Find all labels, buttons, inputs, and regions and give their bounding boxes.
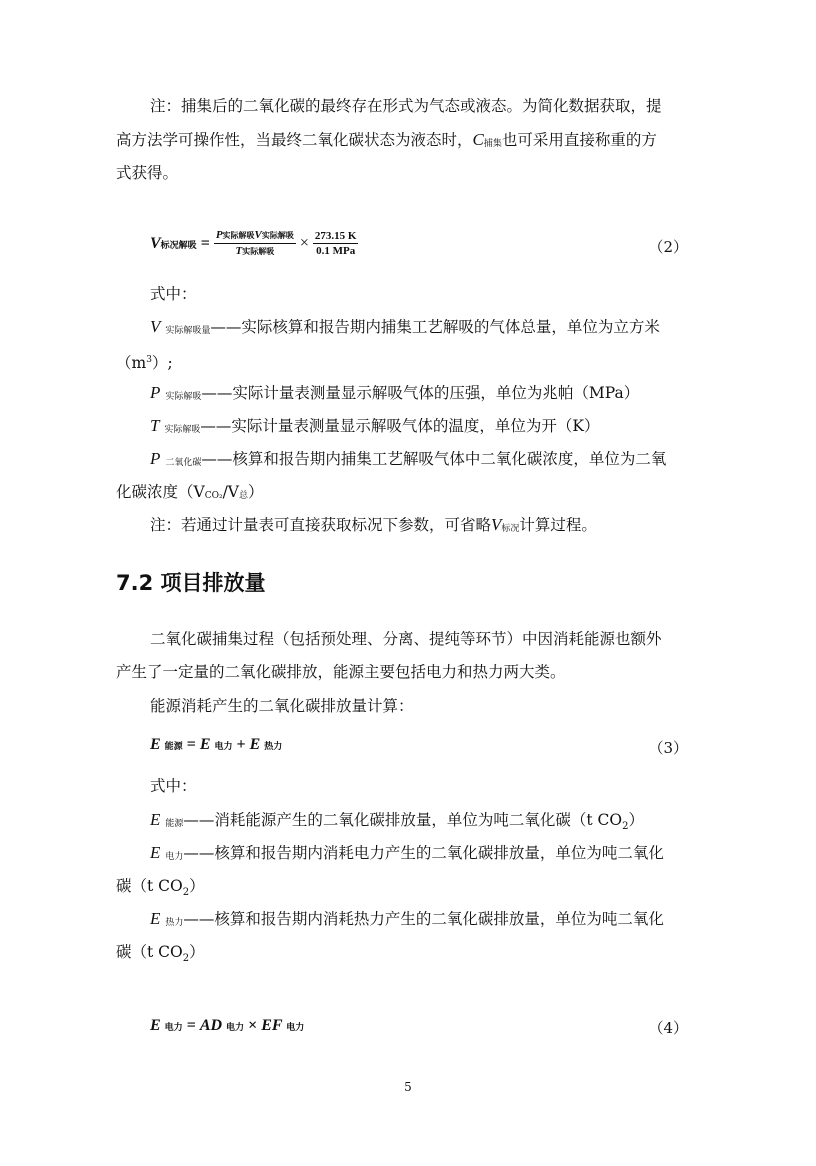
eq2-frac2-num: 273.15 K <box>314 230 357 242</box>
equation-2-number: （2） <box>648 238 688 256</box>
def4-cont-sub2: 总 <box>239 491 249 501</box>
cont-post: ） <box>189 877 205 895</box>
definition-e-electricity <box>150 843 664 867</box>
equation-2 <box>150 228 358 259</box>
eq4-s2: 电力 <box>226 1023 245 1033</box>
note-line-3: 式获得。 <box>116 164 179 182</box>
eq2-den-t: T <box>235 245 243 257</box>
eq3-equals: = <box>182 736 200 753</box>
para1-line-2: 产生了一定量的二氧化碳排放，能源主要包括电力和热力两大类。 <box>116 663 566 681</box>
eq2-num-v: V <box>254 229 262 241</box>
eq3-e1: E <box>150 736 161 753</box>
def-var: V <box>150 317 161 336</box>
eq4-times: × <box>244 1017 262 1034</box>
def4-cont-sub1: CO₂ <box>204 491 223 501</box>
def-sub: 电力 <box>165 852 184 862</box>
definition-e-electricity-cont <box>116 876 205 903</box>
def-var: P <box>150 383 161 402</box>
eq4-s1: 电力 <box>164 1023 183 1033</box>
note2-sub: 标况 <box>501 524 520 534</box>
def4-cont-post: ） <box>248 483 264 501</box>
def1-cont-pre: （m <box>116 354 147 372</box>
where-label-1: 式中： <box>150 285 197 303</box>
eq2-frac2-den: 0.1 MPa <box>316 245 356 257</box>
eq2-equals: = <box>200 234 210 252</box>
eq2-num-v-sub: 实际解吸 <box>261 231 294 240</box>
eq4-equals: = <box>182 1017 200 1034</box>
note-line-2 <box>116 130 657 154</box>
def-var: E <box>150 909 161 928</box>
eq4-e1: E <box>150 1017 161 1034</box>
cont-post: ） <box>189 943 205 961</box>
note2-var: V <box>491 515 502 534</box>
eq3-s1: 能源 <box>164 742 183 752</box>
definition-p-co2-cont <box>116 482 264 506</box>
def-text: ——核算和报告期内消耗电力产生的二氧化碳排放量，单位为吨二氧化 <box>183 844 664 862</box>
eq2-lhs-sub: 标况解吸 <box>160 240 197 251</box>
definition-e-energy <box>150 810 644 837</box>
cont-pre: 碳（t CO <box>116 943 183 961</box>
def-sub: 能源 <box>165 819 184 829</box>
definition-v-actual-cont <box>116 350 173 373</box>
eq3-s3: 热力 <box>264 742 283 752</box>
note2-post: 计算过程。 <box>519 516 597 534</box>
eq4-ef: EF <box>261 1017 283 1034</box>
def-text: ——核算和报告期内消耗热力产生的二氧化碳排放量，单位为吨二氧化 <box>183 910 664 928</box>
definition-t-actual <box>150 416 600 440</box>
def-var: P <box>150 449 161 468</box>
eq3-s2: 电力 <box>214 742 233 752</box>
para2: 能源消耗产生的二氧化碳排放量计算： <box>150 697 414 715</box>
note-line-2-pre: 高方法学可操作性，当最终二氧化碳状态为液态时， <box>116 131 473 149</box>
definition-p-actual <box>150 383 639 407</box>
def-var: T <box>150 416 160 435</box>
eq2-times: × <box>299 234 309 252</box>
def-text: ——实际核算和报告期内捕集工艺解吸的气体总量，单位为立方米 <box>210 318 660 336</box>
eq3-e3: E <box>249 736 261 753</box>
page-number: 5 <box>404 1080 412 1094</box>
note2-pre: 注：若通过计量表可直接获取标况下参数，可省略 <box>150 516 492 534</box>
cont-sub: 2 <box>182 887 190 898</box>
def1-cont-post: ）; <box>151 354 173 372</box>
section-heading: 7.2 项目排放量 <box>116 571 266 595</box>
def1-cont-sup: 3 <box>146 355 152 365</box>
eq3-e2: E <box>199 736 211 753</box>
definition-e-heat <box>150 909 664 933</box>
note-2 <box>150 515 597 539</box>
def4-cont-mid: /V <box>222 483 239 501</box>
eq2-num-p-sub: 实际解吸 <box>222 231 255 240</box>
equation-3 <box>150 736 282 754</box>
var-c: C <box>472 130 484 149</box>
definition-v-actual <box>150 317 660 341</box>
def-text: ——实际计量表测量显示解吸气体的压强，单位为兆帕（MPa） <box>201 384 640 402</box>
equation-3-number: （3） <box>648 739 688 757</box>
definition-e-heat-cont <box>116 942 205 969</box>
def-sub: 二氧化碳 <box>165 458 202 468</box>
def-var: E <box>150 810 161 829</box>
eq2-lhs-var: V <box>150 234 161 252</box>
para1-line-1: 二氧化碳捕集过程（包括预处理、分离、提纯等环节）中因消耗能源也额外 <box>150 630 662 648</box>
def-sub: 实际解吸 <box>165 392 202 402</box>
def-sub: 实际解吸量 <box>165 326 211 336</box>
eq2-fraction-1 <box>214 228 296 259</box>
eq2-num-p: P <box>215 229 223 241</box>
def-text: ——实际计量表测量显示解吸气体的温度，单位为开（K） <box>200 417 600 435</box>
def-sub: 热力 <box>165 918 184 928</box>
def-tail-sub: 2 <box>622 821 629 832</box>
eq2-fraction-2 <box>313 229 359 258</box>
cont-pre: 碳（t CO <box>116 877 183 895</box>
def-sub: 实际解吸 <box>164 425 201 435</box>
eq4-s3: 电力 <box>286 1023 305 1033</box>
note-line-2-post: 也可采用直接称重的方 <box>501 131 657 149</box>
eq2-den-t-sub: 实际解吸 <box>242 247 275 256</box>
equation-4 <box>150 1017 304 1035</box>
def-var: E <box>150 843 161 862</box>
eq3-plus: + <box>232 736 250 753</box>
eq4-ad: AD <box>199 1017 223 1034</box>
def-text: ——核算和报告期内捕集工艺解吸气体中二氧化碳浓度，单位为二氧 <box>201 450 667 468</box>
equation-4-number: （4） <box>648 1019 688 1037</box>
def-tail: ） <box>628 811 644 829</box>
definition-p-co2 <box>150 449 666 473</box>
cont-sub: 2 <box>182 953 190 964</box>
def-text: ——消耗能源产生的二氧化碳排放量，单位为吨二氧化碳（t CO <box>183 811 623 829</box>
where-label-2: 式中： <box>150 777 197 795</box>
def4-cont-pre: 化碳浓度（V <box>116 483 205 501</box>
note-line-1: 注：捕集后的二氧化碳的最终存在形式为气态或液态。为简化数据获取，提 <box>150 97 662 115</box>
var-c-sub: 捕集 <box>483 139 502 149</box>
